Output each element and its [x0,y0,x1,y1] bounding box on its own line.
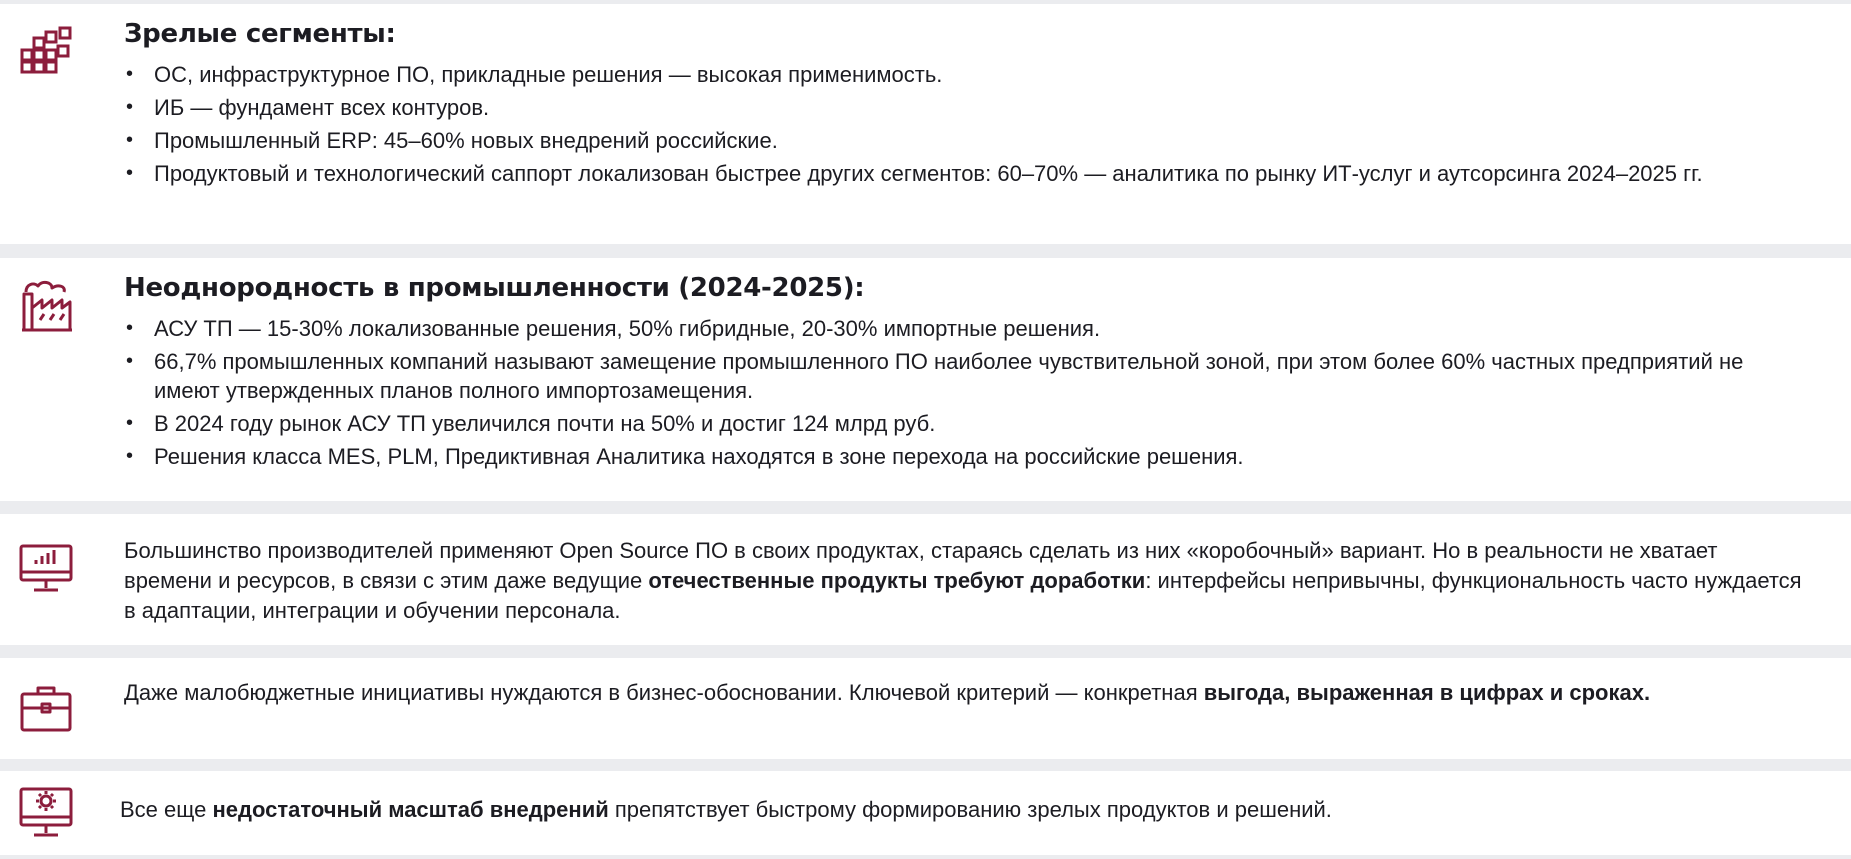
section-open-source [0,514,1851,645]
blocks-icon [18,26,74,82]
paragraph [124,536,1811,626]
list-item: • В 2024 году рынок АСУ ТП увеличился почти на 50% и достиг 124 млрд руб. [124,409,1811,438]
bullet-list [124,60,1811,188]
list-item: • ИБ — фундамент всех контуров. [124,93,1811,122]
paragraph-text: препятствует быстрому формированию зрелых продуктов и решений. [608,797,1332,822]
paragraph-emphasis: выгода [1203,680,1285,705]
section-business-case [0,658,1851,759]
factory-icon [18,278,74,334]
paragraph-emphasis: выраженная в цифрах и сроках. [1296,680,1651,705]
paragraph-emphasis: отечественные продукты требуют доработки [648,568,1146,593]
paragraph-text: : интерфейсы непривычны, функциональность часто нуждается в адаптации, интеграции и обучении персонала. [124,568,1802,623]
paragraph [120,795,1811,825]
paragraph-text: Большинство производителей применяют Open Source ПО в своих продуктах, стараясь сделать из них «коробочный» вариант. Но в реальности не хватает времени и ресурсов, в связи с этим даже ведущие [124,538,1718,593]
list-item: • ОС, инфраструктурное ПО, прикладные решения — высокая применимость. [124,60,1811,89]
paragraph [124,678,1811,708]
monitor-chart-icon [18,540,74,596]
bullet-list [124,314,1811,471]
paragraph-text: Все еще [120,797,213,822]
list-item: • 66,7% промышленных компаний называют замещение промышленного ПО наиболее чувствительной зоной, при этом более 60% частных предприятий не имеют утвержденных планов полного импортозамещения. [124,347,1811,405]
briefcase-icon [18,680,74,736]
list-item: • Продуктовый и технологический саппорт локализован быстрее других сегментов: 60–70% — аналитика по рынку ИТ-услуг и аутсорсинга 2024–2025 гг. [124,159,1811,188]
paragraph-text: Даже малобюджетные инициативы нуждаются в бизнес-обосновании. Ключевой критерий — конкретная [124,680,1204,705]
paragraph-separator: , [1284,680,1297,705]
monitor-gear-icon [18,785,74,841]
list-item: • Решения класса MES, PLM, Предиктивная Аналитика находятся в зоне перехода на российские решения. [124,442,1811,471]
list-item: • Промышленный ERP: 45–60% новых внедрений российские. [124,126,1811,155]
list-item: • АСУ ТП — 15-30% локализованные решения, 50% гибридные, 20-30% импортные решения. [124,314,1811,343]
section-implementation-scale [0,771,1851,855]
section-mature-segments [0,4,1851,244]
section-title: Зрелые сегменты: [124,19,396,49]
paragraph-emphasis: недостаточный масштаб внедрений [212,797,609,822]
section-title: Неоднородность в промышленности (2024-2025): [124,273,865,303]
section-industry-heterogeneity [0,258,1851,501]
